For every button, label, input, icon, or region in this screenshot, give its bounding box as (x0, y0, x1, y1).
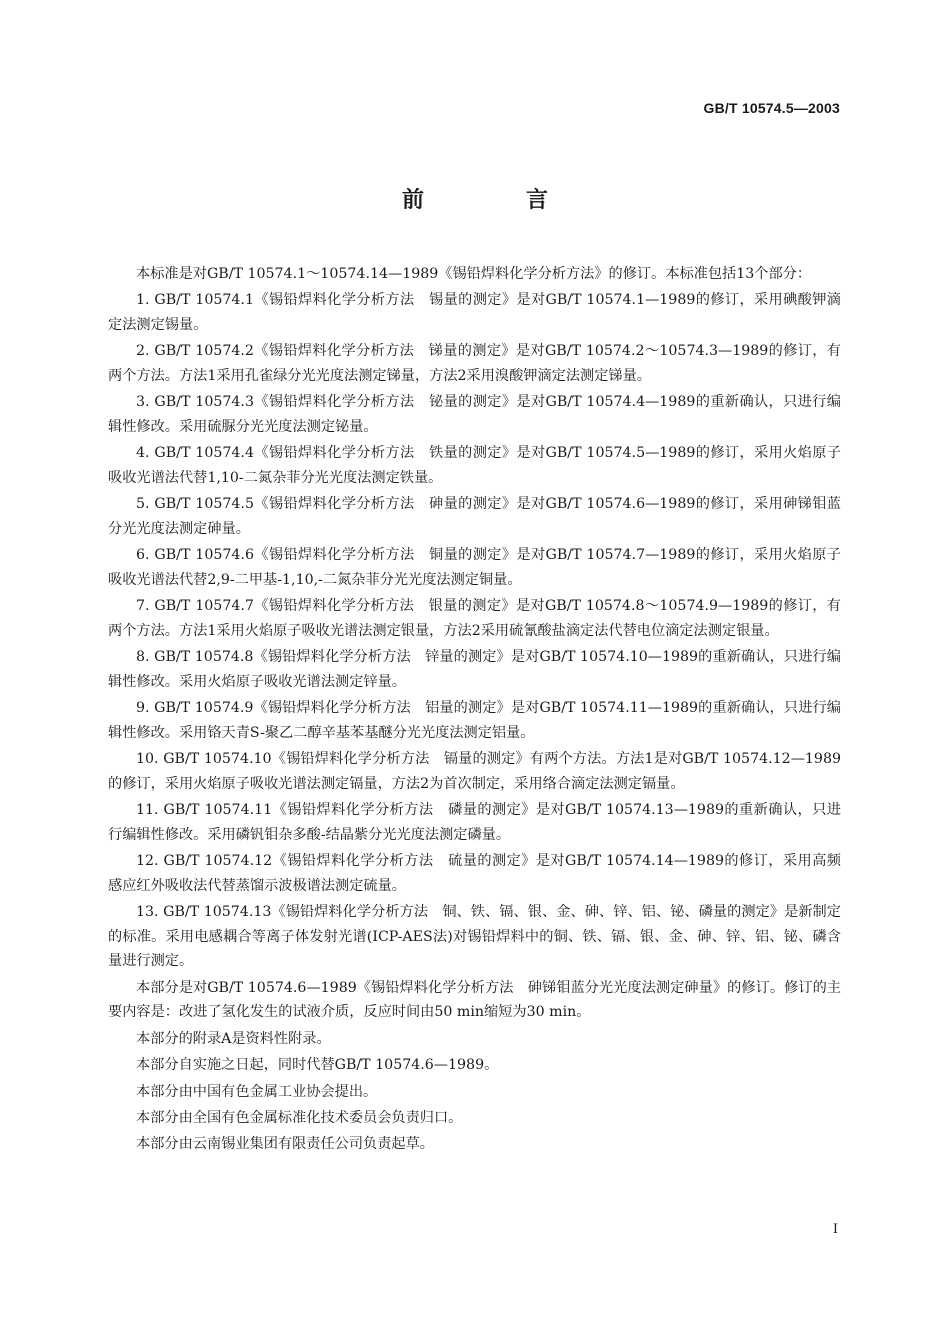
paragraph-item-5: 5. GB/T 10574.5《锡铅焊料化学分析方法 砷量的测定》是对GB/T 10574.6—1989的修订，采用砷锑钼蓝分光光度法测定砷量。 (108, 496, 841, 537)
paragraph-revision: 本部分是对GB/T 10574.6—1989《锡铅焊料化学分析方法 砷锑钼蓝分光光度法测定砷量》的修订。修订的主要内容是：改进了氢化发生的试液介质，反应时间由50 min缩短为30 min。 (108, 979, 841, 1021)
page-number: I (832, 1222, 838, 1237)
paragraph-intro: 本标准是对GB/T 10574.1～10574.14—1989《锡铅焊料化学分析方法》的修订。本标准包括13个部分： (136, 266, 812, 282)
paragraph-item-3: 3. GB/T 10574.3《锡铅焊料化学分析方法 铋量的测定》是对GB/T 10574.4—1989的重新确认，只进行编辑性修改。采用硫脲分光光度法测定铋量。 (108, 394, 841, 435)
page-title: 前 言 (401, 188, 588, 213)
paragraph-committee: 本部分由全国有色金属标准化技术委员会负责归口。 (136, 1109, 463, 1126)
paragraph-item-8: 8. GB/T 10574.8《锡铅焊料化学分析方法 锌量的测定》是对GB/T 10574.10—1989的重新确认，只进行编辑性修改。采用火焰原子吸收光谱法测定锌量。 (108, 649, 841, 690)
paragraph-item-1: 1. GB/T 10574.1《锡铅焊料化学分析方法 锡量的测定》是对GB/T 10574.1—1989的修订，采用碘酸钾滴定法测定锡量。 (108, 292, 841, 333)
paragraph-item-2: 2. GB/T 10574.2《锡铅焊料化学分析方法 锑量的测定》是对GB/T 10574.2～10574.3—1989的修订，有两个方法。方法1采用孔雀绿分光光度法测定锑量，方法2采用溴酸钾滴定法测定锑量。 (108, 343, 841, 384)
paragraph-item-6: 6. GB/T 10574.6《锡铅焊料化学分析方法 铜量的测定》是对GB/T 10574.7—1989的修订，采用火焰原子吸收光谱法代替2,9-二甲基-1,10,-二氮杂菲分光光度法测定铜量。 (108, 547, 841, 588)
standard-code: GB/T 10574.5—2003 (703, 100, 840, 116)
paragraph-item-13: 13. GB/T 10574.13《锡铅焊料化学分析方法 铜、铁、镉、银、金、砷、锌、铝、铋、磷量的测定》是新制定的标准。采用电感耦合等离子体发射光谱(ICP-AES法)对锡铅焊料中的铜、铁、镉、银、金、砷、锌、铝、铋、磷含量进行测定。 (108, 904, 841, 970)
paragraph-proposer: 本部分由中国有色金属工业协会提出。 (136, 1083, 378, 1100)
paragraph-replacement: 本部分自实施之日起，同时代替GB/T 10574.6—1989。 (136, 1057, 499, 1074)
paragraph-item-9: 9. GB/T 10574.9《锡铅焊料化学分析方法 铝量的测定》是对GB/T 10574.11—1989的重新确认，只进行编辑性修改。采用铬天青S-聚乙二醇辛基苯基醚分光光度法测定铝量。 (108, 700, 841, 741)
paragraph-drafter: 本部分由云南锡业集团有限责任公司负责起草。 (136, 1136, 434, 1153)
paragraph-item-12: 12. GB/T 10574.12《锡铅焊料化学分析方法 硫量的测定》是对GB/T 10574.14—1989的修订，采用高频感应红外吸收法代替蒸馏示波极谱法测定硫量。 (108, 853, 841, 894)
paragraph-item-4: 4. GB/T 10574.4《锡铅焊料化学分析方法 铁量的测定》是对GB/T 10574.5—1989的修订，采用火焰原子吸收光谱法代替1,10-二氮杂菲分光光度法测定铁量。 (108, 445, 841, 486)
foreword-body (108, 262, 841, 1159)
paragraph-item-10: 10. GB/T 10574.10《锡铅焊料化学分析方法 镉量的测定》有两个方法。方法1是对GB/T 10574.12—1989的修订，采用火焰原子吸收光谱法测定镉量，方法2为首次制定，采用络合滴定法测定镉量。 (108, 751, 841, 792)
paragraph-appendix: 本部分的附录A是资料性附录。 (136, 1030, 331, 1047)
paragraph-item-11: 11. GB/T 10574.11《锡铅焊料化学分析方法 磷量的测定》是对GB/T 10574.13—1989的重新确认，只进行编辑性修改。采用磷钒钼杂多酸-结晶紫分光光度法测定磷量。 (108, 802, 841, 843)
paragraph-item-7: 7. GB/T 10574.7《锡铅焊料化学分析方法 银量的测定》是对GB/T 10574.8～10574.9—1989的修订，有两个方法。方法1采用火焰原子吸收光谱法测定银量，方法2采用硫氰酸盐滴定法代替电位滴定法测定银量。 (108, 598, 841, 639)
